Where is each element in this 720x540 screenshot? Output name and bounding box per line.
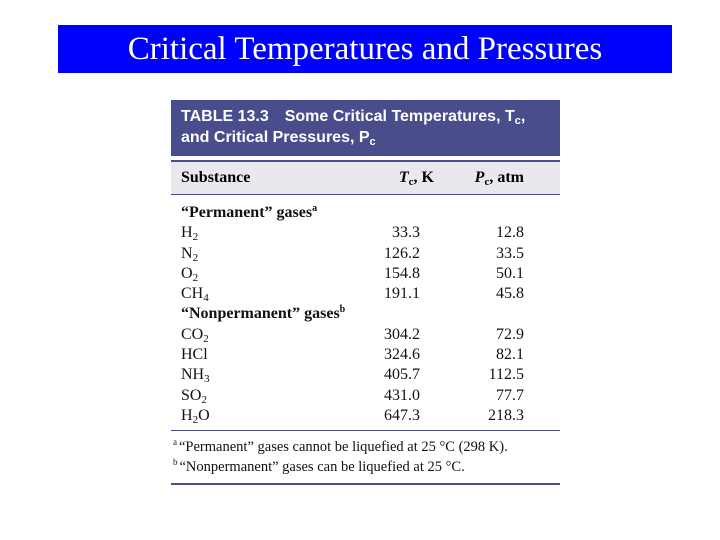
group-header-permanent: “Permanent” gases$^a$ xyxy=(181,203,318,221)
substance-formula: $NH_3$ xyxy=(181,366,210,386)
substance-formula: $N_2$ xyxy=(181,244,199,264)
substance-formula: $O_2$ xyxy=(181,264,199,284)
pc-value: 72.9 xyxy=(496,325,524,343)
header-substance: Substance xyxy=(181,169,251,186)
tc-value: 191.1 xyxy=(384,285,420,303)
group-header-nonpermanent: “Nonpermanent” gases$^b$ xyxy=(181,304,346,323)
table-row xyxy=(171,244,560,264)
pc-value: 45.8 xyxy=(496,285,524,303)
column-header-row xyxy=(171,162,560,194)
table-row xyxy=(171,284,560,304)
table-row xyxy=(171,223,560,243)
table-row xyxy=(171,264,560,284)
bottom-rule xyxy=(171,483,560,485)
tc-value: 324.6 xyxy=(384,346,420,364)
pc-value: 12.8 xyxy=(496,224,524,242)
caption-line-2 xyxy=(181,127,550,148)
pc-value: 218.3 xyxy=(488,406,524,424)
substance-formula: $H_2O$ xyxy=(181,406,210,426)
critical-table xyxy=(171,100,560,485)
tc-value: 431.0 xyxy=(384,386,420,404)
pc-value: 33.5 xyxy=(496,244,524,262)
table-caption xyxy=(171,100,560,156)
caption-text-2: and Critical Pressures, P xyxy=(181,129,370,146)
caption-line-1: TABLE 13.3 Some Critical Temperatures, $T_c$, xyxy=(181,108,526,127)
slide-title-bar xyxy=(58,25,672,73)
pc-value: 77.7 xyxy=(496,386,524,404)
tc-value: 33.3 xyxy=(392,224,420,242)
tc-value: 126.2 xyxy=(384,244,420,262)
pc-value: 82.1 xyxy=(496,346,524,364)
table-row xyxy=(171,406,560,426)
substance-formula: $SO_2$ xyxy=(181,386,207,406)
table-body xyxy=(171,195,560,430)
header-tc: $T_c$, K xyxy=(398,169,434,188)
table-row xyxy=(171,365,560,385)
table-number: TABLE 13.3 xyxy=(181,108,269,125)
table-row xyxy=(171,325,560,345)
substance-formula: $CH_4$ xyxy=(181,285,209,305)
table-row xyxy=(171,386,560,406)
tc-value: 304.2 xyxy=(384,325,420,343)
tc-value: 154.8 xyxy=(384,264,420,282)
pc-value: 50.1 xyxy=(496,264,524,282)
caption-text-1: Some Critical Temperatures, T xyxy=(284,108,515,125)
footnotes xyxy=(171,431,560,483)
substance-formula: HCl xyxy=(181,346,208,364)
tc-value: 405.7 xyxy=(384,366,420,384)
footnote: $^a$ “Permanent” gases cannot be liquefied at 25 °C (298 K). xyxy=(173,437,508,456)
tc-value: 647.3 xyxy=(384,406,420,424)
column-header-wrap xyxy=(171,160,560,194)
header-pc: $P_c$, atm xyxy=(474,169,524,188)
caption-sub-1: c xyxy=(514,115,521,127)
slide-title: Critical Temperatures and Pressures xyxy=(127,30,603,67)
footnote: $^b$ “Nonpermanent” gases can be liquefied at 25 °C. xyxy=(173,457,465,476)
pc-value: 112.5 xyxy=(488,366,524,384)
substance-formula: $CO_2$ xyxy=(181,325,209,345)
table-row xyxy=(171,345,560,365)
substance-formula: $H_2$ xyxy=(181,224,199,244)
caption-sub-2: c xyxy=(369,136,376,148)
